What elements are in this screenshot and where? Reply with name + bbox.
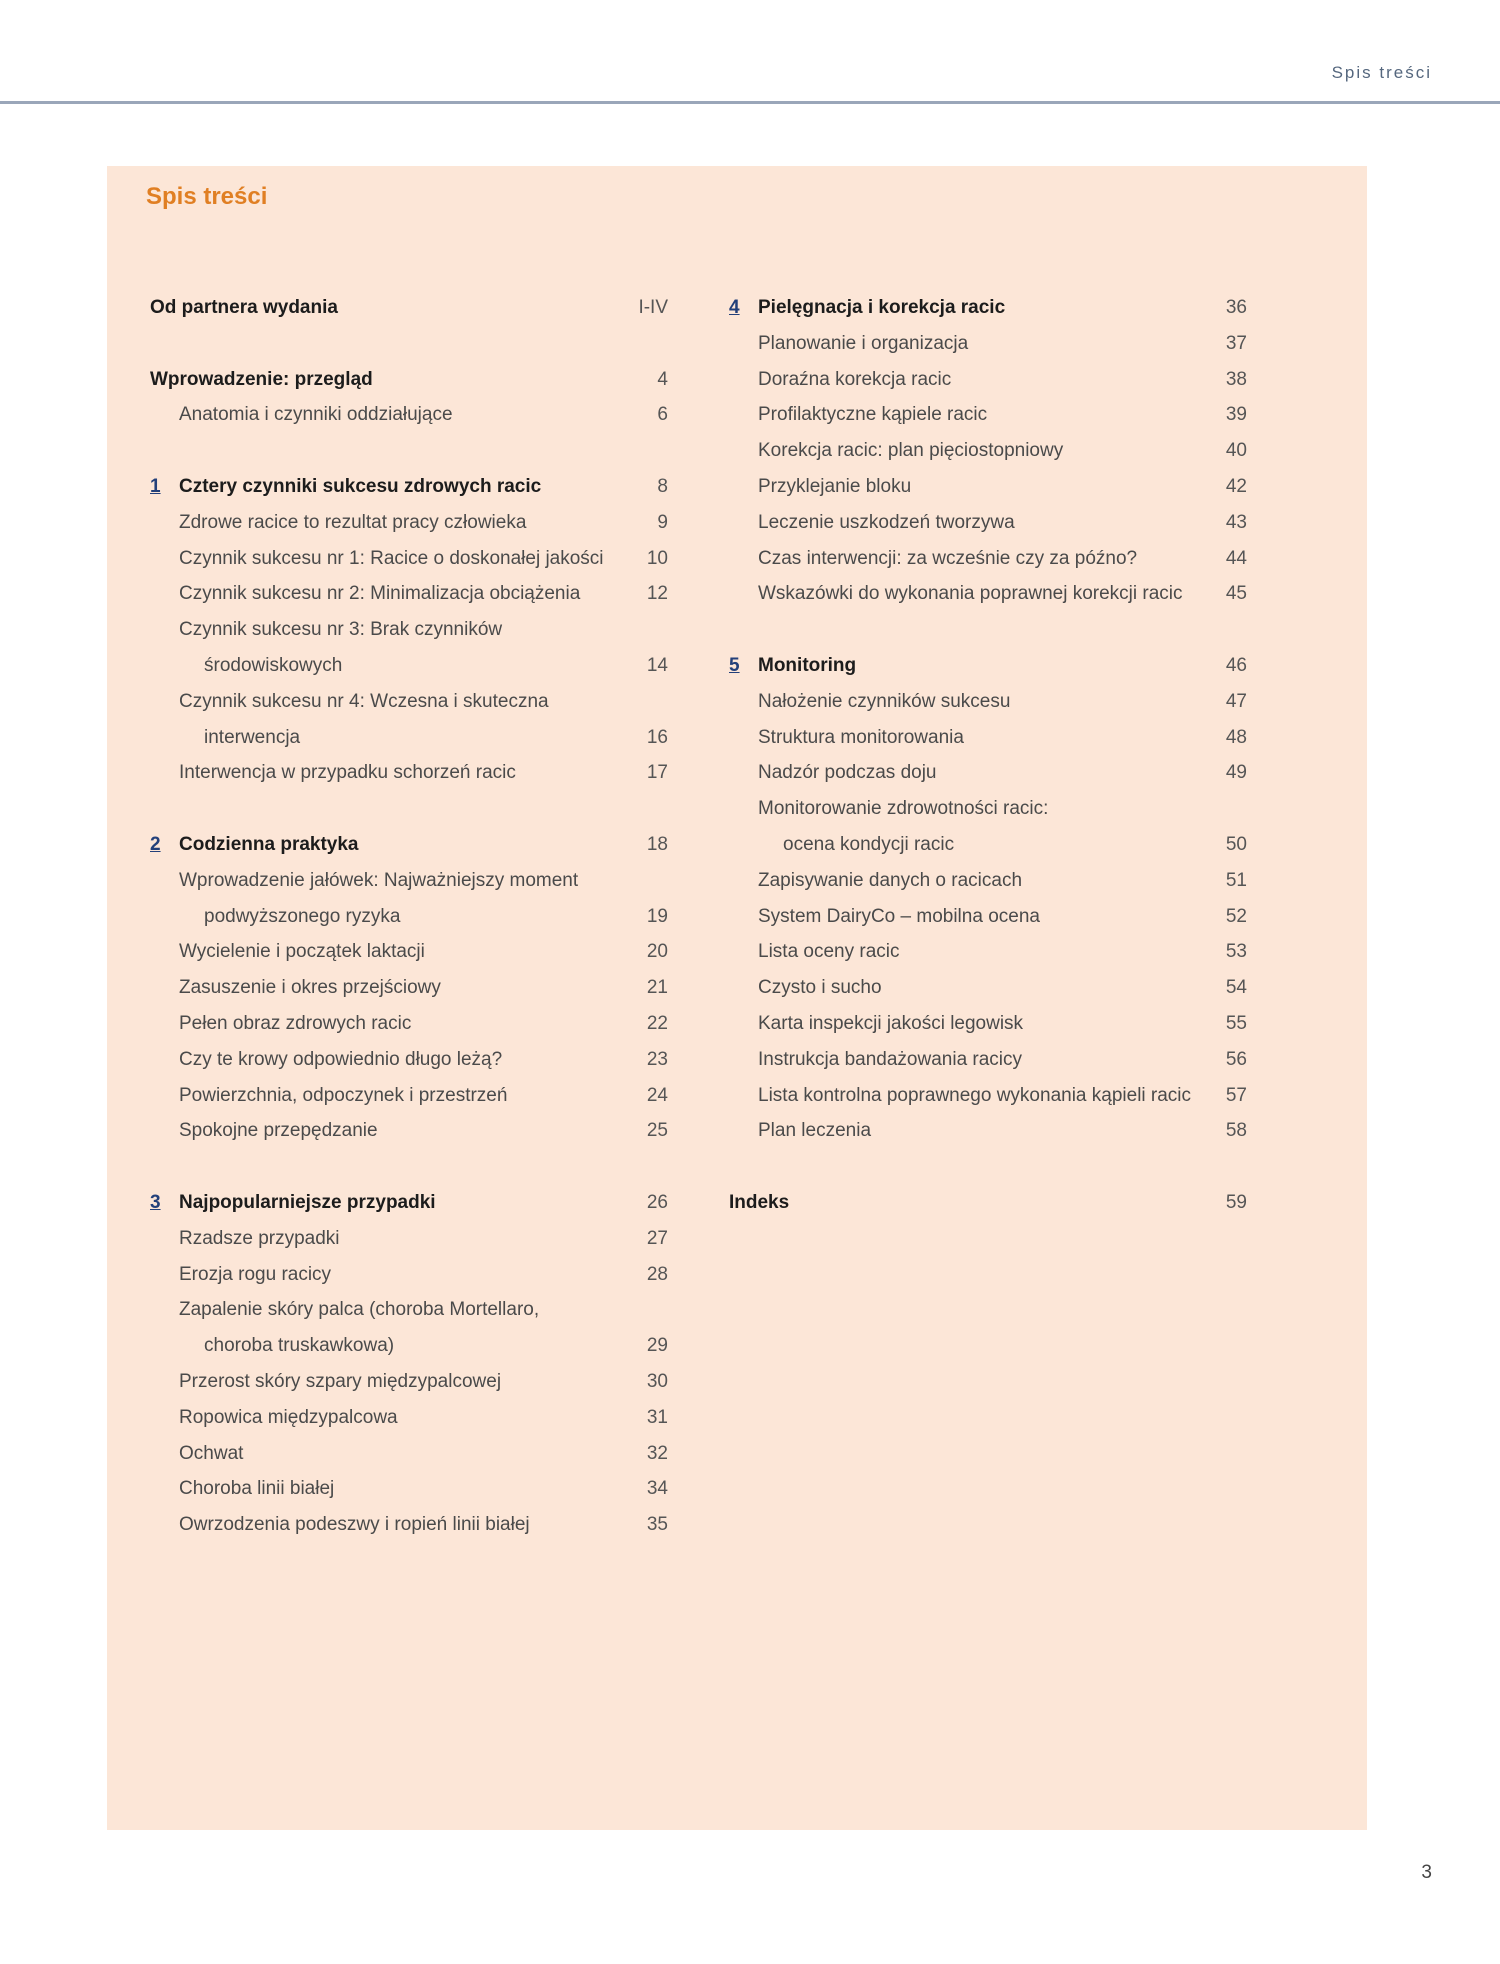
toc-entry[interactable] xyxy=(150,1078,668,1114)
toc-entry[interactable] xyxy=(150,863,668,899)
entry-page-number: 51 xyxy=(1225,869,1247,891)
entry-page-number: 43 xyxy=(1225,511,1247,533)
entry-page-number: 14 xyxy=(646,654,668,676)
toc-entry[interactable] xyxy=(729,1113,1247,1149)
entry-title: Codzienna praktyka xyxy=(179,833,359,855)
entry-title: Karta inspekcji jakości legowisk xyxy=(758,1012,1024,1034)
entry-title: Plan leczenia xyxy=(758,1120,872,1142)
toc-entry[interactable] xyxy=(150,1292,668,1328)
entry-title: Monitorowanie zdrowotności racic: xyxy=(758,798,1049,820)
toc-entry[interactable] xyxy=(729,326,1247,362)
entry-page-number: 23 xyxy=(646,1048,668,1070)
chapter-number: 4 xyxy=(729,297,740,318)
toc-entry[interactable] xyxy=(150,576,668,612)
entry-page-number: 34 xyxy=(646,1478,668,1500)
entry-title: Od partnera wydania xyxy=(150,297,338,318)
toc-entry[interactable] xyxy=(729,362,1247,398)
toc-chapter-entry[interactable] xyxy=(729,648,1247,684)
toc-entry[interactable] xyxy=(150,755,668,791)
entry-page-number: 47 xyxy=(1225,690,1247,712)
chapter-number: 2 xyxy=(150,833,161,855)
entry-title: Ropowica międzypalcowa xyxy=(179,1406,398,1428)
toc-entry[interactable] xyxy=(729,576,1247,612)
entry-page-number: 6 xyxy=(657,404,668,426)
entry-title: środowiskowych xyxy=(204,654,343,676)
toc-chapter-entry[interactable] xyxy=(150,362,668,398)
toc-entry[interactable] xyxy=(729,1042,1247,1078)
toc-entry[interactable] xyxy=(150,397,668,433)
toc-title: Spis treści xyxy=(146,183,268,210)
toc-chapter-entry[interactable] xyxy=(150,469,668,505)
toc-chapter-entry[interactable] xyxy=(150,290,668,326)
entry-title: Doraźna korekcja racic xyxy=(758,368,952,390)
entry-title: podwyższonego ryzyka xyxy=(204,905,401,927)
entry-title: interwencja xyxy=(204,726,301,748)
toc-entry[interactable] xyxy=(729,755,1247,791)
entry-title: Czynnik sukcesu nr 2: Minimalizacja obciążenia xyxy=(179,583,581,605)
entry-title: System DairyCo – mobilna ocena xyxy=(758,905,1040,927)
entry-title: Profilaktyczne kąpiele racic xyxy=(758,404,988,426)
entry-title: Wprowadzenie jałówek: Najważniejszy moment xyxy=(179,869,579,891)
entry-title: Zdrowe racice to rezultat pracy człowieka xyxy=(179,511,527,533)
entry-title: Wycielenie i początek laktacji xyxy=(179,941,425,963)
toc-left-column xyxy=(150,290,668,1543)
entry-page-number: 4 xyxy=(657,368,668,390)
toc-entry[interactable] xyxy=(729,397,1247,433)
toc-entry[interactable] xyxy=(150,505,668,541)
entry-title: Monitoring xyxy=(758,654,857,676)
toc-entry[interactable] xyxy=(729,505,1247,541)
entry-page-number: 49 xyxy=(1225,762,1247,784)
chapter-number: 5 xyxy=(729,654,740,676)
entry-title: Czynnik sukcesu nr 3: Brak czynników xyxy=(179,619,503,641)
entry-page-number: 20 xyxy=(646,941,668,963)
entry-title: Choroba linii białej xyxy=(179,1478,335,1500)
toc-entry[interactable] xyxy=(150,1042,668,1078)
entry-title: Lista oceny racic xyxy=(758,941,900,963)
entry-title: Czy te krowy odpowiednio długo leżą? xyxy=(179,1048,503,1070)
entry-page-number: 52 xyxy=(1225,905,1247,927)
entry-title: Wprowadzenie: przegląd xyxy=(150,368,373,390)
page-number: 3 xyxy=(1421,1862,1432,1883)
entry-title: Rzadsze przypadki xyxy=(179,1227,340,1249)
entry-page-number: 35 xyxy=(646,1514,668,1536)
toc-entry[interactable] xyxy=(729,863,1247,899)
entry-title: Instrukcja bandażowania racicy xyxy=(758,1048,1023,1070)
entry-page-number: 56 xyxy=(1225,1048,1247,1070)
entry-title: Przerost skóry szpary międzypalcowej xyxy=(179,1370,502,1392)
toc-entry[interactable] xyxy=(150,1113,668,1149)
entry-title: Spokojne przepędzanie xyxy=(179,1120,378,1142)
toc-entry[interactable] xyxy=(150,1006,668,1042)
chapter-number: 1 xyxy=(150,475,161,497)
entry-page-number: 32 xyxy=(646,1442,668,1464)
entry-page-number: 29 xyxy=(646,1335,668,1357)
toc-entry[interactable] xyxy=(729,970,1247,1006)
entry-title: Czysto i sucho xyxy=(758,977,882,999)
entry-title: Struktura monitorowania xyxy=(758,726,964,748)
entry-page-number: 38 xyxy=(1225,368,1247,390)
entry-title: Zapisywanie danych o racicach xyxy=(758,869,1023,891)
entry-title: Cztery czynniki sukcesu zdrowych racic xyxy=(179,475,542,497)
entry-page-number: 39 xyxy=(1225,404,1247,426)
entry-page-number: 59 xyxy=(1225,1191,1247,1213)
entry-page-number: 42 xyxy=(1225,475,1247,497)
entry-title: Pełen obraz zdrowych racic xyxy=(179,1012,412,1034)
entry-page-number: 9 xyxy=(657,511,668,533)
entry-title: Owrzodzenia podeszwy i ropień linii białej xyxy=(179,1514,530,1536)
entry-page-number: 22 xyxy=(646,1012,668,1034)
entry-title: Ochwat xyxy=(179,1442,244,1464)
entry-page-number: 45 xyxy=(1225,583,1247,605)
entry-page-number: 54 xyxy=(1225,977,1247,999)
toc-entry[interactable] xyxy=(150,541,668,577)
entry-page-number: 25 xyxy=(646,1120,668,1142)
toc-chapter-entry[interactable] xyxy=(729,1185,1247,1221)
entry-title: Planowanie i organizacja xyxy=(758,332,969,354)
toc-entry[interactable] xyxy=(729,469,1247,505)
entry-title: Leczenie uszkodzeń tworzywa xyxy=(758,511,1015,533)
entry-page-number: 36 xyxy=(1225,297,1247,318)
toc-entry[interactable] xyxy=(150,612,668,648)
entry-page-number: 10 xyxy=(646,547,668,569)
toc-entry[interactable] xyxy=(729,684,1247,720)
entry-title: Anatomia i czynniki oddziałujące xyxy=(179,404,453,426)
entry-page-number: 53 xyxy=(1225,941,1247,963)
entry-page-number: 48 xyxy=(1225,726,1247,748)
header-divider xyxy=(0,101,1500,104)
entry-page-number: 40 xyxy=(1225,440,1247,462)
toc-chapter-entry[interactable] xyxy=(150,1185,668,1221)
entry-title: Pielęgnacja i korekcja racic xyxy=(758,297,1006,318)
entry-page-number: 28 xyxy=(646,1263,668,1285)
toc-entry[interactable] xyxy=(150,899,668,935)
toc-entry[interactable] xyxy=(150,1221,668,1257)
entry-page-number: 57 xyxy=(1225,1084,1247,1106)
entry-page-number: 50 xyxy=(1225,833,1247,855)
toc-entry[interactable] xyxy=(150,970,668,1006)
entry-page-number: I-IV xyxy=(638,297,668,318)
toc-chapter-entry[interactable] xyxy=(729,290,1247,326)
toc-entry[interactable] xyxy=(150,1400,668,1436)
entry-title: Najpopularniejsze przypadki xyxy=(179,1191,436,1213)
toc-entry[interactable] xyxy=(729,433,1247,469)
entry-title: Interwencja w przypadku schorzeń racic xyxy=(179,762,516,784)
toc-entry[interactable] xyxy=(729,827,1247,863)
toc-entry[interactable] xyxy=(150,720,668,756)
entry-page-number: 17 xyxy=(646,762,668,784)
entry-title: Nałożenie czynników sukcesu xyxy=(758,690,1011,712)
entry-title: ocena kondycji racic xyxy=(783,833,955,855)
toc-entry[interactable] xyxy=(729,720,1247,756)
toc-entry[interactable] xyxy=(729,899,1247,935)
entry-title: Powierzchnia, odpoczynek i przestrzeń xyxy=(179,1084,508,1106)
entry-title: Czynnik sukcesu nr 1: Racice o doskonałej jakości xyxy=(179,547,604,569)
entry-page-number: 58 xyxy=(1225,1120,1247,1142)
toc-entry[interactable] xyxy=(729,1006,1247,1042)
entry-title: Czas interwencji: za wcześnie czy za późno? xyxy=(758,547,1138,569)
entry-page-number: 12 xyxy=(646,583,668,605)
entry-page-number: 21 xyxy=(646,977,668,999)
entry-page-number: 24 xyxy=(646,1084,668,1106)
toc-right-column xyxy=(729,290,1247,1221)
entry-title: choroba truskawkowa) xyxy=(204,1335,395,1357)
entry-page-number: 31 xyxy=(646,1406,668,1428)
entry-page-number: 44 xyxy=(1225,547,1247,569)
entry-page-number: 37 xyxy=(1225,332,1247,354)
entry-title: Indeks xyxy=(729,1191,790,1213)
entry-title: Przyklejanie bloku xyxy=(758,475,912,497)
running-header-title: Spis treści xyxy=(1331,63,1432,82)
entry-title: Lista kontrolna poprawnego wykonania kąpieli racic xyxy=(758,1084,1192,1106)
entry-page-number: 30 xyxy=(646,1370,668,1392)
entry-page-number: 16 xyxy=(646,726,668,748)
toc-entry[interactable] xyxy=(150,1507,668,1543)
toc-entry[interactable] xyxy=(729,1078,1247,1114)
entry-page-number: 46 xyxy=(1225,654,1247,676)
toc-entry[interactable] xyxy=(150,1257,668,1293)
entry-page-number: 8 xyxy=(657,475,668,497)
toc-entry[interactable] xyxy=(150,684,668,720)
entry-title: Korekcja racic: plan pięciostopniowy xyxy=(758,440,1064,462)
table-of-contents-panel xyxy=(107,166,1367,1830)
entry-page-number: 27 xyxy=(646,1227,668,1249)
entry-page-number: 19 xyxy=(646,905,668,927)
chapter-number: 3 xyxy=(150,1191,161,1213)
toc-entry[interactable] xyxy=(729,541,1247,577)
toc-entry[interactable] xyxy=(729,934,1247,970)
entry-title: Zapalenie skóry palca (choroba Mortellaro, xyxy=(179,1299,540,1321)
entry-title: Czynnik sukcesu nr 4: Wczesna i skuteczna xyxy=(179,690,549,712)
entry-page-number: 18 xyxy=(646,833,668,855)
toc-entry[interactable] xyxy=(150,648,668,684)
toc-entry[interactable] xyxy=(729,791,1247,827)
entry-title: Wskazówki do wykonania poprawnej korekcji racic xyxy=(758,583,1183,605)
toc-chapter-entry[interactable] xyxy=(150,827,668,863)
entry-page-number: 26 xyxy=(646,1191,668,1213)
entry-page-number: 55 xyxy=(1225,1012,1247,1034)
toc-entry[interactable] xyxy=(150,1364,668,1400)
entry-title: Nadzór podczas doju xyxy=(758,762,937,784)
toc-entry[interactable] xyxy=(150,934,668,970)
toc-entry[interactable] xyxy=(150,1436,668,1472)
entry-title: Zasuszenie i okres przejściowy xyxy=(179,977,441,999)
toc-entry[interactable] xyxy=(150,1471,668,1507)
entry-title: Erozja rogu racicy xyxy=(179,1263,332,1285)
toc-entry[interactable] xyxy=(150,1328,668,1364)
